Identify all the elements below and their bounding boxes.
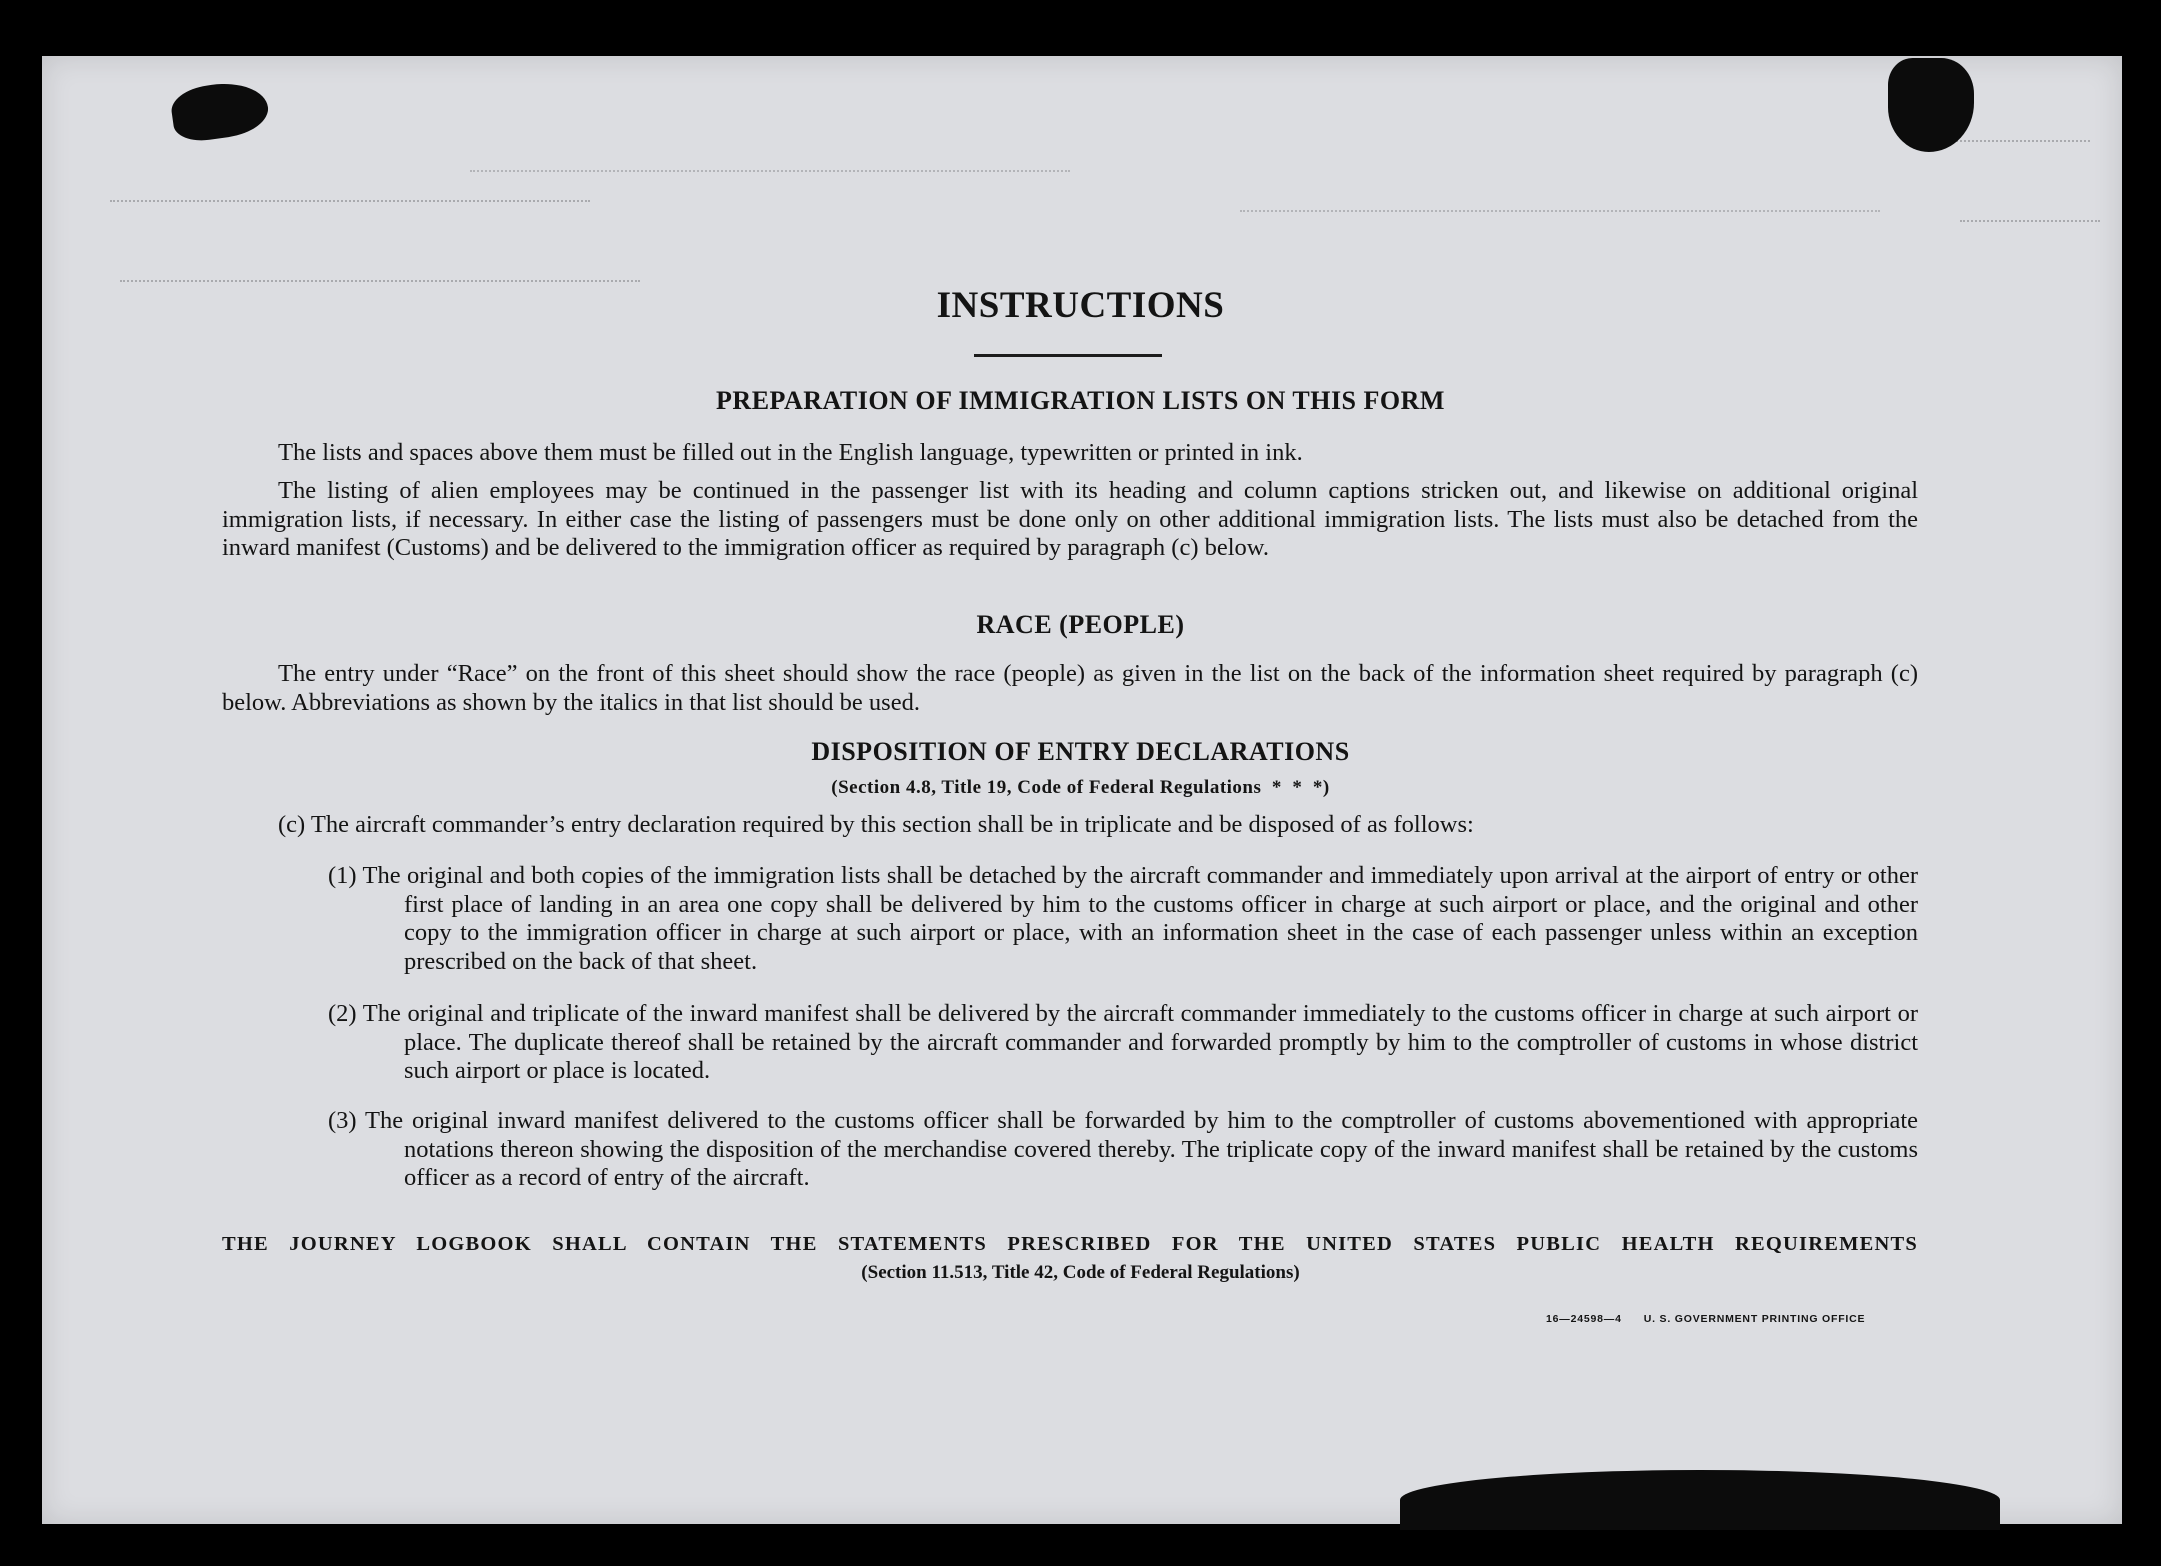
torn-bottom-edge	[1400, 1470, 2000, 1530]
bleed-through-mark	[1960, 220, 2100, 226]
page-title: INSTRUCTIONS	[936, 285, 1225, 326]
disposition-citation: (Section 4.8, Title 19, Code of Federal Regulations * * *)	[831, 777, 1330, 798]
bleed-through-mark	[110, 200, 590, 206]
preparation-paragraph: The lists and spaces above them must be filled out in the English language, typewritten or printed in ink.	[278, 439, 1303, 466]
section-heading-race: RACE (PEOPLE)	[976, 610, 1185, 639]
disposition-item: (1) The original and both copies of the immigration lists shall be detached by the aircraft commander and immediately upon arrival at the airport of entry or other first place of landing in an area one copy shall be delivered by him to the customs officer in charge at such airport or place, and the original and other copy to the immigration officer in charge at such airport or place, with an information sheet in the case of each passenger unless within an exception prescribed on the back of that sheet.	[328, 862, 1918, 975]
section-heading-preparation: PREPARATION OF IMMIGRATION LISTS ON THIS FORM	[716, 386, 1445, 415]
preparation-paragraph: The listing of alien employees may be continued in the passenger list with its heading and column captions stricken out, and likewise on additional original immigration lists, if necessary. In either case the listing of passengers must be done only on other additional immigration lists. The lists must also be detached from the inward manifest (Customs) and be delivered to the immigration officer as required by paragraph (c) below.	[222, 477, 1918, 561]
form-number: 16—24598—4	[1546, 1313, 1622, 1325]
printer-imprint	[1546, 1313, 1865, 1325]
disposition-item: (3) The original inward manifest delivered to the customs officer shall be forwarded by him to the comptroller of customs abovementioned with appropriate notations thereon showing the disposition of the merchandise covered thereby. The triplicate copy of the inward manifest shall be retained by the customs officer as a record of entry of the aircraft.	[328, 1107, 1918, 1191]
disposition-item: (2) The original and triplicate of the inward manifest shall be delivered by the aircraft commander immediately to the customs officer in charge at such airport or place. The duplicate thereof shall be retained by the aircraft commander and forwarded promptly by him to the comptroller of customs in whose district such airport or place is located.	[328, 1000, 1918, 1084]
bleed-through-mark	[1940, 140, 2090, 146]
bleed-through-mark	[1240, 210, 1880, 216]
footer-citation: (Section 11.513, Title 42, Code of Federal Regulations)	[861, 1262, 1300, 1283]
printer-name: U. S. GOVERNMENT PRINTING OFFICE	[1643, 1313, 1866, 1325]
title-underline	[974, 354, 1162, 357]
section-heading-disposition: DISPOSITION OF ENTRY DECLARATIONS	[811, 737, 1350, 766]
footer-statement: THE JOURNEY LOGBOOK SHALL CONTAIN THE STATEMENTS PRESCRIBED FOR THE UNITED STATES PUBLIC HEALTH REQUIREMENTS	[222, 1233, 1918, 1255]
disposition-intro: (c) The aircraft commander’s entry declaration required by this section shall be in triplicate and be disposed of as follows:	[278, 811, 1474, 838]
bleed-through-mark	[470, 170, 1070, 176]
race-paragraph: The entry under “Race” on the front of this sheet should show the race (people) as given in the list on the back of the information sheet required by paragraph (c) below. Abbreviations as shown by the italics in that list should be used.	[222, 660, 1918, 716]
